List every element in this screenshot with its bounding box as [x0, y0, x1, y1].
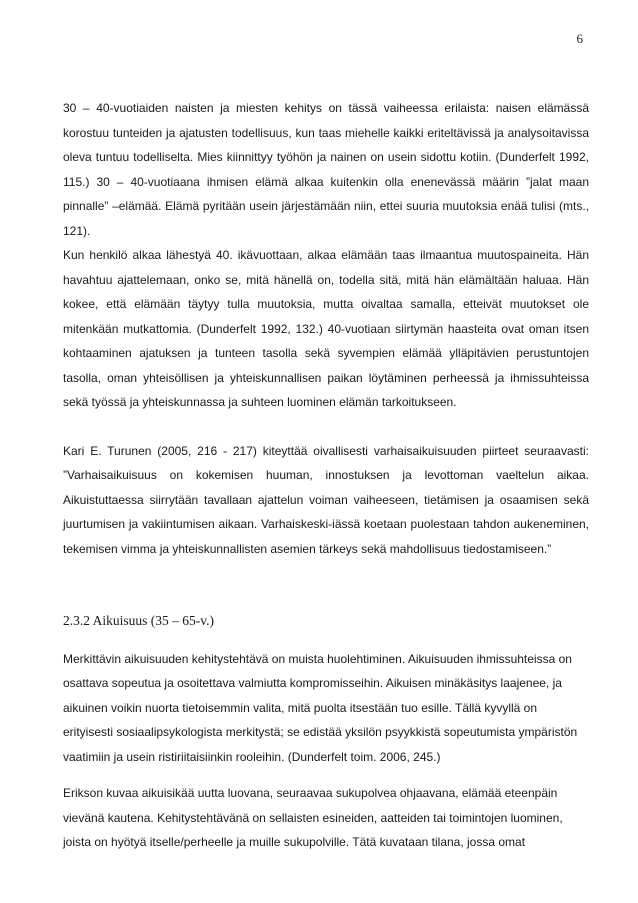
paragraph-spacer: [63, 769, 589, 781]
section-spacer: [63, 561, 589, 609]
paragraph-spacer: [63, 415, 589, 439]
paragraph-turunen-quote: Kari E. Turunen (2005, 216 - 217) kiteyttää oivallisesti varhaisaikuisuuden piirteet seuraavasti: ”Varhaisaikuisuus on kokemisen huuman, innostuksen ja levottoman vaeltelun aikaa. Aikuistuttaessa siirrytään tavallaan ajattelun voiman vaiheeseen, tietämisen ja osaamisen sekä juurtumisen ja vakiintumisen aikaan. Varhaiskeski-iässä koetaan puolestaan tahdon aukeneminen, tekemisen vimma ja yhteiskunnallisten asemien tärkeys sekä mahdollisuus tiedostamiseen.”: [63, 443, 589, 556]
paragraph-forty-transition: Kun henkilö alkaa lähestyä 40. ikävuottaan, alkaa elämään taas ilmaantua muutospaineita. Hän havahtuu ajattelemaan, onko se, mitä hänellä on, todella sitä, mitä hän elämältään haluaa. Hän kokee, että elämään täytyy tulla muutoksia, mutta oivaltaa samalla, etteivät muutokset ole mitenkään mutkattomia. (Dunderfelt 1992, 132.) 40-vuotiaan siirtymän haasteita ovat oman itsen kohtaaminen ajatuksen ja tunteen tasolla sekä syvempien elämää ylläpitävien perustuntojen tasolla, oman yhteisöllisen ja yhteiskunnallisen paikan löytäminen perheessä ja ihmissuhteissa sekä työssä ja yhteiskunnassa ja suhteen luominen elämän tarkoitukseen.: [63, 248, 589, 409]
paragraph-early-adulthood-gender: 30 – 40-vuotiaiden naisten ja miesten kehitys on tässä vaiheessa erilaista: naisen elämässä korostuu tunteiden ja ajatusten todellisuus, kun taas miehelle kaikki eriteltävissä ja analysoitavissa oleva tuntuu todelliselta. Mies kiinnittyy työhön ja nainen on usein sidottu kotiin. (Dunderfelt 1992, 115.) 30 – 40-vuotiaana ihmisen elämä alkaa kuitenkin olla enenevässä määrin ”jalat maan pinnalle” –elämää. Elämä pyritään usein järjestämään niin, ettei suuria muutoksia enää tulisi (mts., 121).: [63, 101, 589, 238]
section-heading: 2.3.2 Aikuisuus (35 – 65-v.): [63, 613, 214, 628]
page-number: 6: [576, 31, 583, 46]
document-body: [63, 96, 589, 855]
paragraph-adulthood-tasks: Merkittävin aikuisuuden kehitystehtävä on muista huolehtiminen. Aikuisuuden ihmissuhteissa on osattava sopeutua ja osoitettava valmiutta kompromisseihin. Aikuisen minäkäsitys laajenee, ja aikuinen voikin nuorta tietoisemmin valita, mitä puolta itsestään tuo esille. Tällä kyvyllä on erityisesti sosiaalipsykologista merkitystä; se edistää yksilön psyykkistä sopeutumista ympäristön vaatimiin ja usein ristiriitaisiinkin rooleihin. (Dunderfelt toim. 2006, 245.): [63, 651, 578, 764]
heading-spacer: [63, 634, 589, 647]
paragraph-erikson: Erikson kuvaa aikuisikää uutta luovana, seuraavaa sukupolvea ohjaavana, elämää eteenpäin vievänä kautena. Kehitystehtävänä on sellaisten esineiden, aatteiden tai toimintojen luominen, joista on hyötyä itselle/perheelle ja muille sukupolville. Tätä kuvataan tilana, jossa omat: [63, 786, 563, 849]
